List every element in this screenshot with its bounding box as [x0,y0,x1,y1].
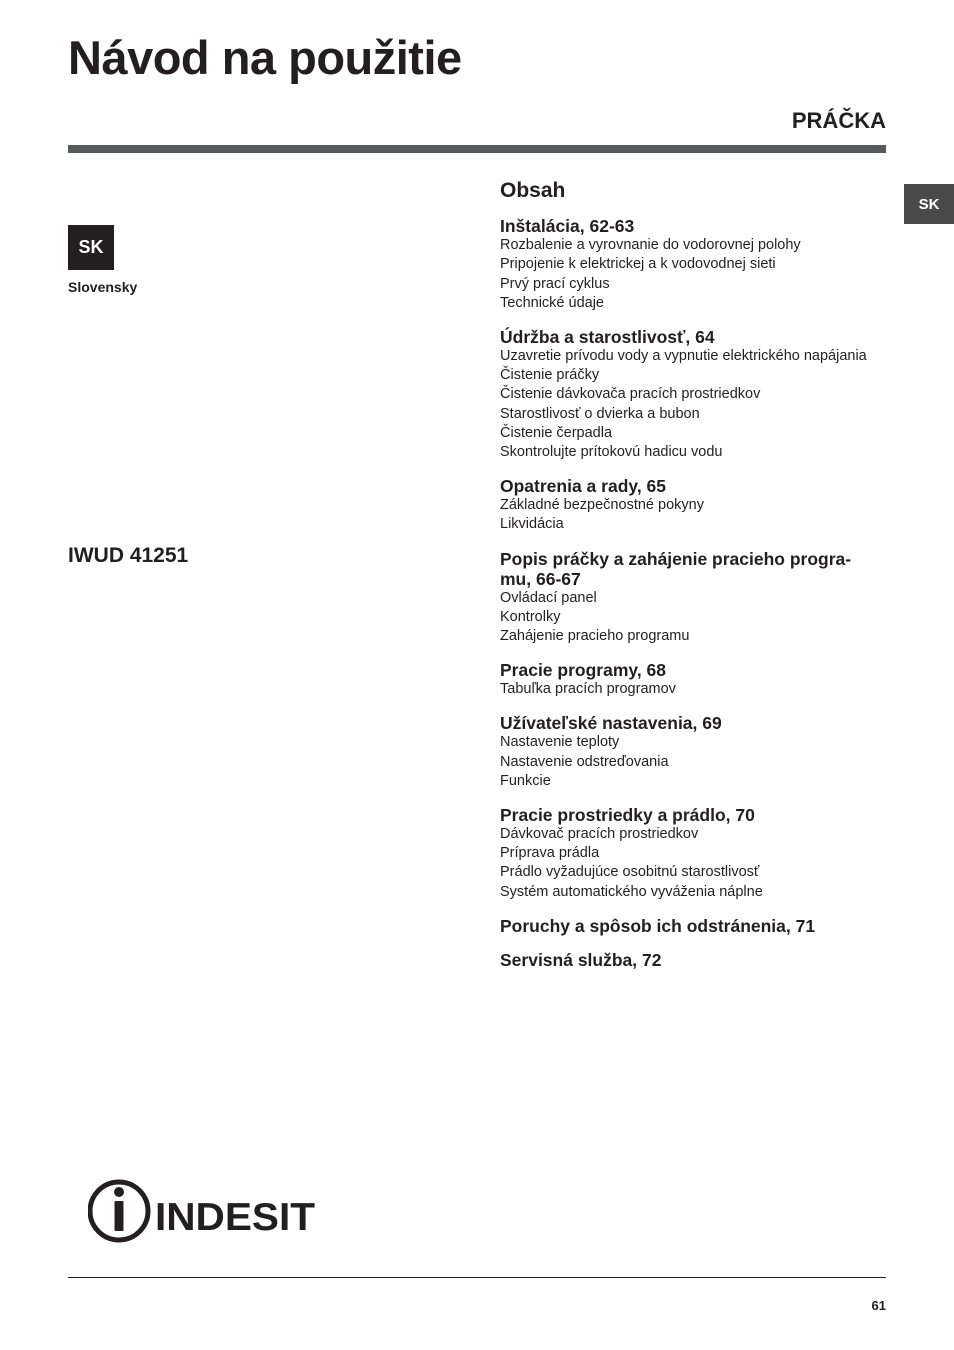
toc-section-item: Príprava prádla [500,845,600,862]
toc-section-item: Starostlivosť o dvierka a bubon [500,405,700,422]
toc-section [500,660,888,699]
toc-section-item: Kontrolky [500,608,561,625]
toc-section-item: Zahájenie pracieho programu [500,628,690,645]
toc-section-item: Nastavenie teploty [500,734,620,751]
toc-section-item: Prádlo vyžadujúce osobitnú starostlivosť [500,864,760,881]
toc-section-item: Čistenie dávkovača pracích prostriedkov [500,386,761,403]
page-title: Návod na použitie [68,31,462,84]
toc-section-item: Tabuľka pracích programov [500,681,676,698]
toc-section-item: Skontrolujte prítokovú hadicu vodu [500,444,723,461]
toc-section-item: Uzavretie prívodu vody a vypnutie elektrického napájania [500,348,867,364]
side-language-tab [904,184,954,224]
toc-heading: Obsah [500,179,566,202]
language-code-badge [68,225,114,270]
toc-section-title: Pracie programy, 68 [500,660,667,681]
toc-section-item: Technické údaje [500,294,604,311]
language-code: SK [78,237,104,257]
toc-sections [500,216,888,970]
logo-wordmark: INDESIT [155,1196,316,1239]
toc-section-item: Čistenie práčky [500,367,600,384]
toc-section-title: Inštalácia, 62-63 [500,216,635,237]
toc-section [500,950,888,970]
toc-section-item: Ovládací panel [500,589,597,606]
toc-section-item: Pripojenie k elektrickej a k vodovodnej sieti [500,256,776,273]
indesit-logo [88,1178,320,1244]
toc-section-item: Prvý prací cyklus [500,275,610,292]
toc-section-title: Údržba a starostlivosť, 64 [500,327,715,347]
language-name: Slovensky [68,279,138,295]
toc-section-item: Dávkovač pracích prostriedkov [500,826,699,843]
toc-section [500,805,888,902]
toc-section-title: Servisná služba, 72 [500,949,662,970]
toc-section [500,549,888,647]
header-divider [68,145,886,153]
toc-section-title: Popis práčky a zahájenie pracieho progra- mu, 66-67 [500,548,852,589]
toc-section-item: Likvidácia [500,516,564,533]
toc-section-title: Poruchy a spôsob ich odstránenia, 71 [500,915,816,936]
model-number: IWUD 41251 [68,544,189,567]
toc-section [500,713,888,791]
page-number: 61 [871,1298,886,1313]
toc-section-title: Užívateľské nastavenia, 69 [500,713,722,734]
toc-section [500,476,888,534]
toc-section-item: Základné bezpečnostné pokyny [500,497,704,514]
toc-section [500,327,888,462]
toc-section-item: Funkcie [500,772,551,789]
toc-section-item: Systém automatického vyváženia náplne [500,883,763,900]
footer-divider [68,1277,886,1278]
toc-section-item: Rozbalenie a vyrovnanie do vodorovnej polohy [500,237,801,254]
toc-section-item: Nastavenie odstreďovania [500,753,669,770]
table-of-contents [500,178,888,984]
toc-section-item: Čistenie čerpadla [500,424,613,441]
indesit-i-logo-icon [90,1182,148,1240]
toc-section [500,216,888,313]
product-type: PRÁČKA [791,108,886,133]
toc-section-title: Pracie prostriedky a prádlo, 70 [500,805,755,826]
side-tab-label: SK [918,195,940,213]
toc-section-title: Opatrenia a rady, 65 [500,476,667,497]
toc-section [500,916,888,936]
